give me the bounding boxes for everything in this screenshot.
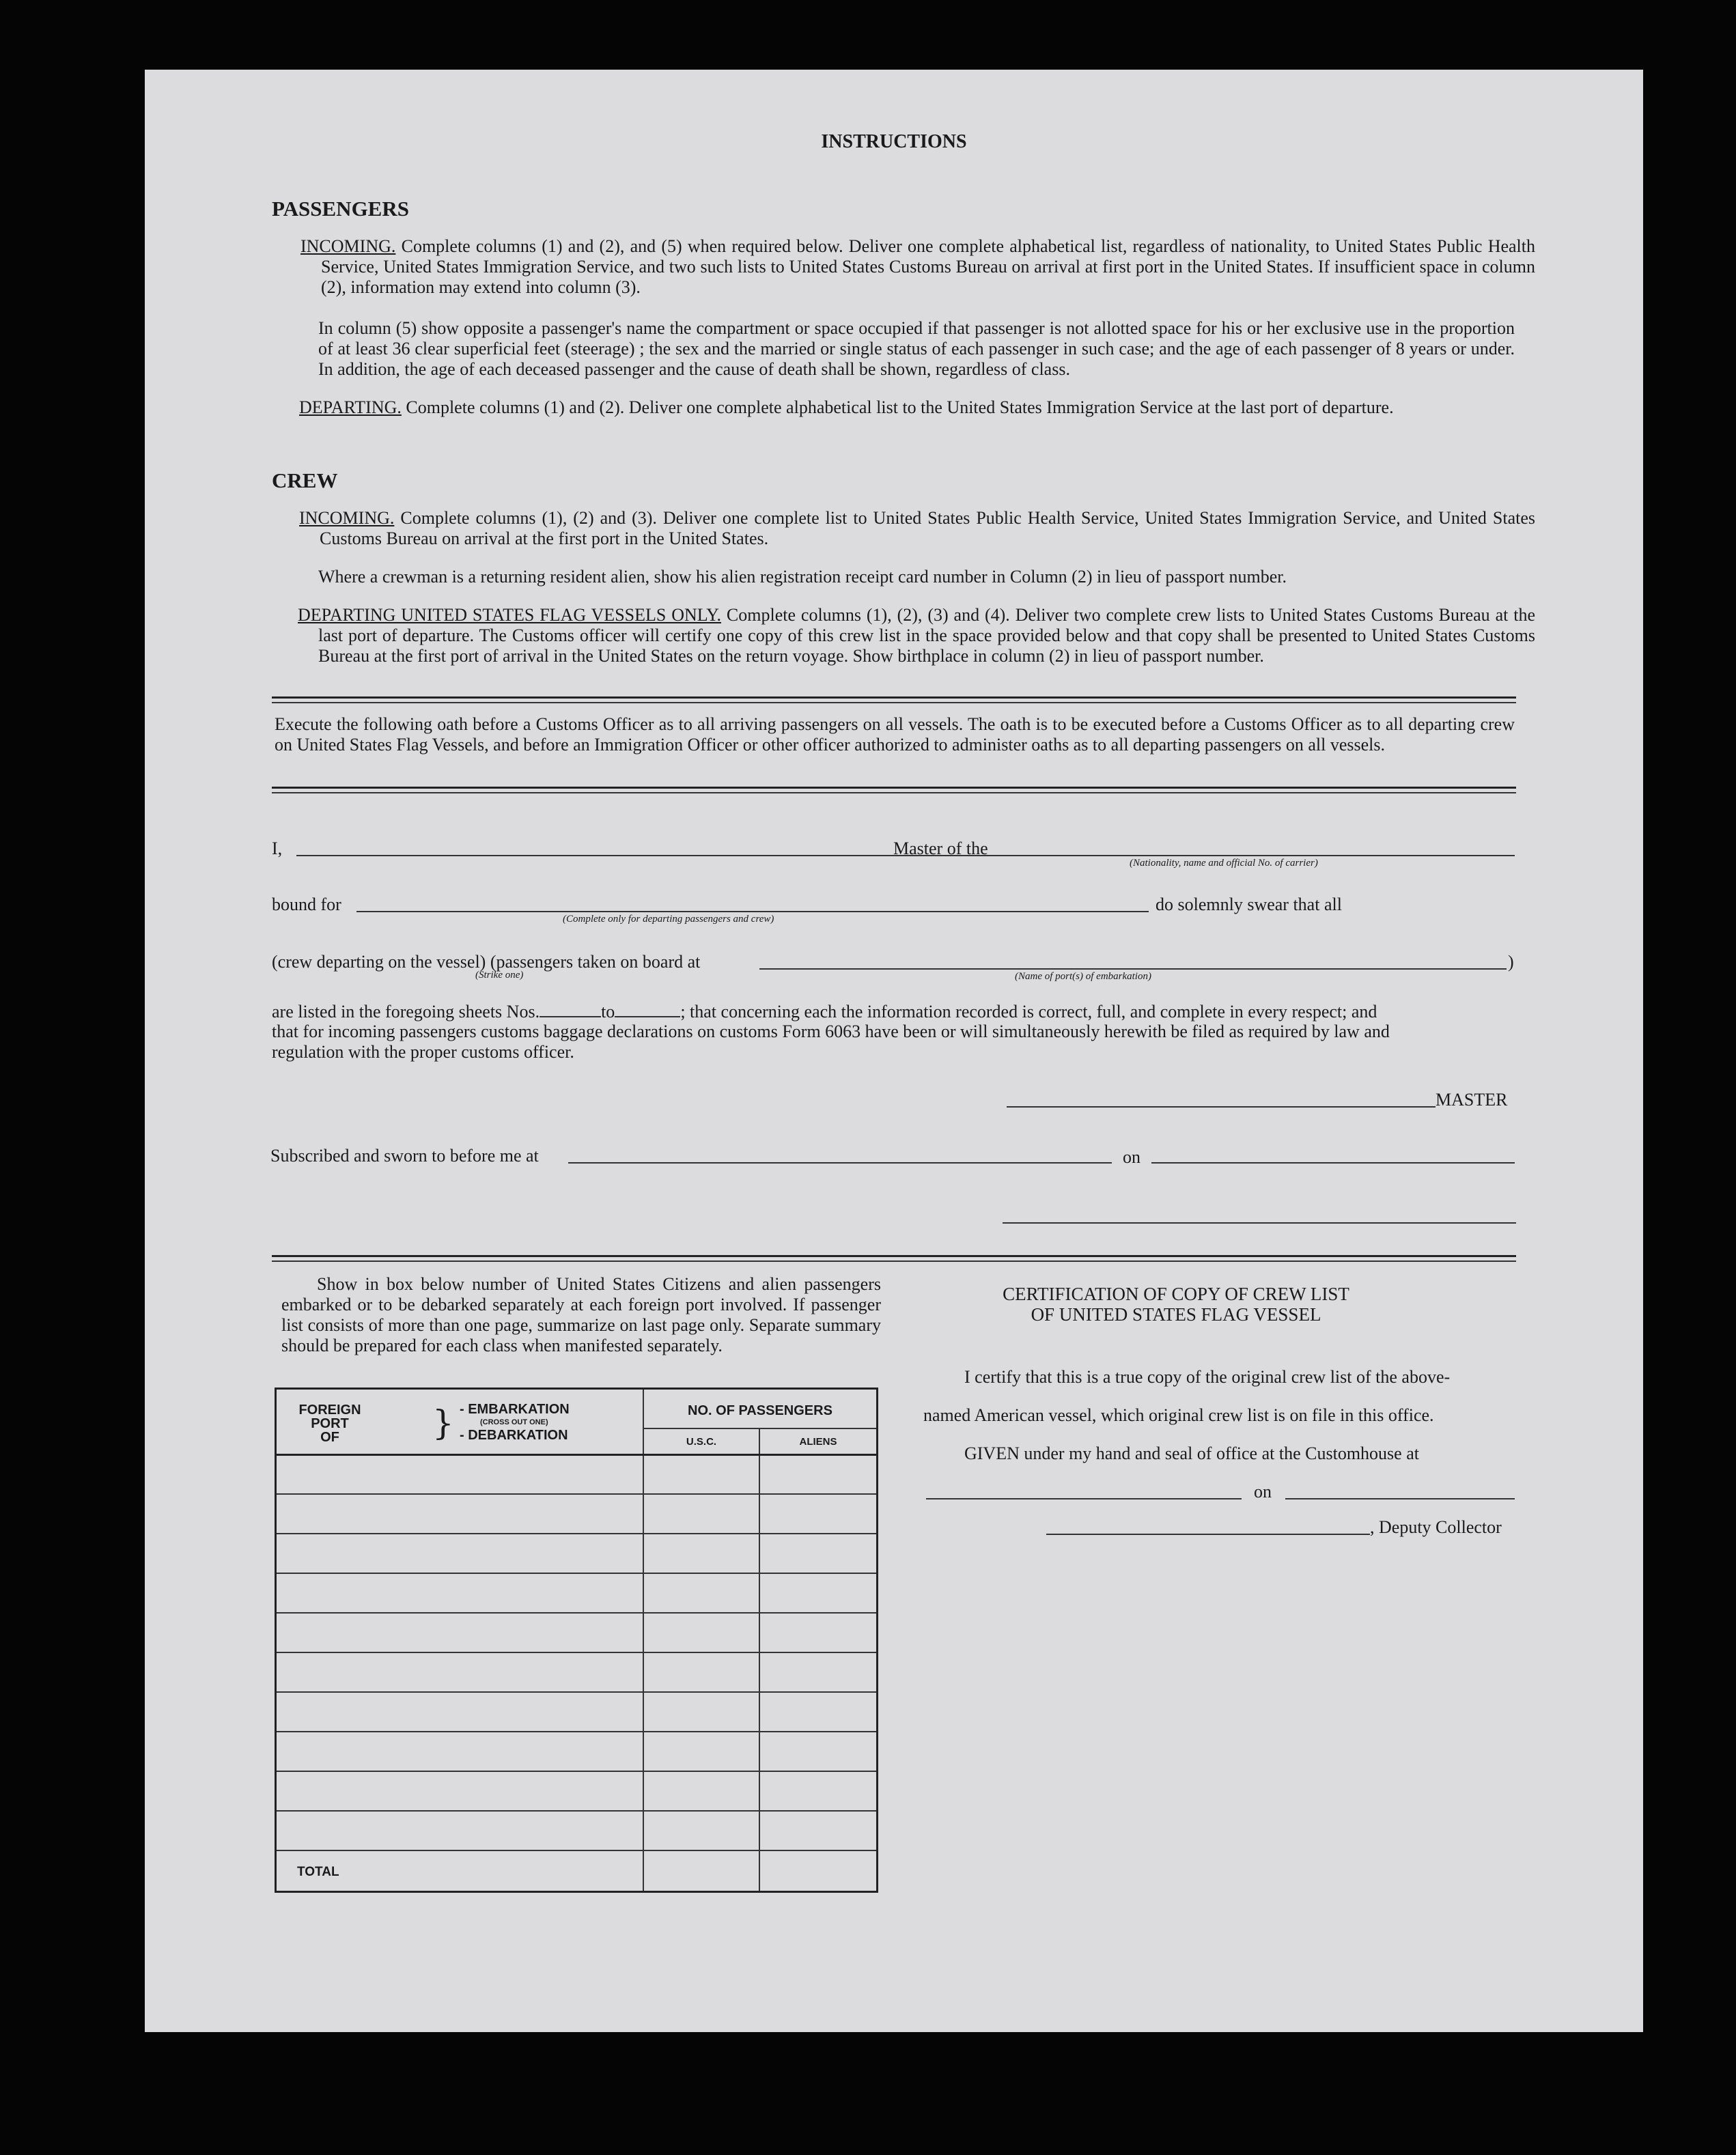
passengers-incoming-text: Complete columns (1) and (2), and (5) when required below. Deliver one complete alphabetical list, regardless of nationality, to United States Public Health Service, United States Immigration Service, and two such lists to United States Customs Bureau on arrival at first port in the United States. If insufficient space in column (2), information may extend into column (3).: [321, 236, 1535, 297]
certification-line-2: named American vessel, which original crew list is on file in this office.: [923, 1405, 1434, 1425]
sheets-from-blank[interactable]: [540, 1001, 601, 1017]
foreign-header-word: FOREIGN: [298, 1403, 361, 1418]
table-row-rule: [277, 1573, 876, 1574]
of-header-word: OF: [320, 1430, 339, 1445]
crew-resident-paragraph: Where a crewman is a returning resident alien, show his alien registration receipt card number in Column (2) in lieu of passport number.: [318, 567, 1287, 587]
header-brace: }: [432, 1403, 454, 1443]
master-signature-label: MASTER: [1436, 1090, 1508, 1110]
sheets-to-blank[interactable]: [615, 1001, 680, 1017]
sheets-line-2: that for incoming passengers customs baggage declarations on customs Form 6063 have been or will simultaneously herewith be filed as required by law and: [272, 1022, 1390, 1041]
passengers-departing-text: Complete columns (1) and (2). Deliver one complete alphabetical list to the United States Immigration Service at the last port of departure.: [406, 397, 1394, 417]
certification-line-1: I certify that this is a true copy of the original crew list of the above-: [964, 1367, 1451, 1387]
table-row-rule: [277, 1652, 876, 1653]
page-title: INSTRUCTIONS: [821, 131, 967, 152]
embarkation-header: - EMBARKATION: [460, 1402, 570, 1417]
sheets-rest-text: ; that concerning each the information recorded is correct, full, and complete in every respect; and: [680, 1002, 1377, 1022]
certification-title-line-1: CERTIFICATION OF COPY OF CREW LIST: [1003, 1284, 1349, 1304]
table-row-rule: [277, 1493, 876, 1495]
aliens-header: ALIENS: [799, 1436, 837, 1448]
sheets-line-1: [272, 1001, 1516, 1022]
certification-line-3: GIVEN under my hand and seal of office at the Customhouse at: [964, 1443, 1419, 1463]
table-header-subrule: [643, 1428, 876, 1429]
table-row-rule: [277, 1612, 876, 1614]
embarkation-ports-line[interactable]: [759, 968, 1507, 970]
certification-title-line-2: OF UNITED STATES FLAG VESSEL: [1031, 1304, 1321, 1325]
certification-on-label: on: [1254, 1482, 1272, 1502]
divider-rule: [272, 696, 1516, 699]
bound-for-caption: (Complete only for departing passengers and crew): [563, 914, 774, 925]
bound-for-line[interactable]: [356, 911, 1149, 912]
table-column-divider: [759, 1428, 760, 1891]
port-header-word: PORT: [311, 1416, 349, 1431]
oath-instructions: Execute the following oath before a Customs Officer as to all arriving passengers on all vessels. The oath is to be executed before a Customs Officer as to all departing crew on United States Flag Vessels, and before an Immigration Officer or other officer authorized to administer oaths as to all departing passengers on all vessels.: [275, 714, 1515, 755]
passengers-departing-paragraph: [299, 397, 1535, 418]
deputy-collector-label: , Deputy Collector: [1370, 1517, 1502, 1537]
debarkation-header: - DEBARKATION: [460, 1428, 568, 1443]
carrier-line[interactable]: [1004, 855, 1515, 856]
divider-rule: [272, 702, 1516, 703]
carrier-caption: (Nationality, name and official No. of carrier): [1130, 858, 1318, 869]
table-row-rule: [277, 1731, 876, 1732]
passengers-incoming-paragraph: [300, 236, 1535, 298]
foreign-port-of-header: [289, 1403, 371, 1444]
passenger-summary-table: [275, 1388, 878, 1893]
total-row-label: TOTAL: [297, 1865, 339, 1879]
crew-incoming-label: INCOMING.: [299, 508, 395, 528]
table-row-rule: [277, 1533, 876, 1534]
table-row-rule: [277, 1454, 876, 1456]
summary-instructions: Show in box below number of United States Citizens and alien passengers embarked or to be debarked separately at each foreign port involved. If passenger list consists of more than one page, summarize on last page only. Separate summary should be prepared for each class when manifested separately.: [281, 1274, 881, 1355]
master-of-the-label: Master of the: [893, 839, 988, 858]
subscribed-on-label: on: [1123, 1147, 1140, 1167]
usc-header: U.S.C.: [686, 1436, 717, 1448]
certification-place-line[interactable]: [926, 1498, 1242, 1499]
table-row-rule: [277, 1771, 876, 1772]
passengers-column5-paragraph: In column (5) show opposite a passenger's name the compartment or space occupied if that passenger is not allotted space for his or her exclusive use in the proportion of at least 36 clear superficial feet (steerage) ; the sex and the married or single status of each passenger in such case; and the age of each passenger of 8 years or under. In addition, the age of each deceased passenger and the cause of death shall be shown, regardless of class.: [318, 318, 1515, 379]
strike-one-caption: (Strike one): [475, 970, 524, 981]
embarkation-ports-caption: (Name of port(s) of embarkation): [1015, 971, 1151, 982]
table-column-divider: [643, 1390, 644, 1891]
table-row-rule: [277, 1810, 876, 1812]
master-signature-line[interactable]: [1007, 1106, 1436, 1108]
divider-rule: [272, 792, 1516, 793]
divider-rule: [272, 1255, 1516, 1257]
crew-passengers-label: (crew departing on the vessel) (passengers taken on board at: [272, 952, 701, 972]
divider-rule: [272, 1260, 1516, 1262]
crew-departing-paragraph: [298, 605, 1535, 666]
table-row-rule: [277, 1850, 876, 1851]
passengers-departing-label: DEPARTING.: [299, 397, 402, 417]
sheets-start-text: are listed in the foregoing sheets Nos.: [272, 1002, 540, 1022]
crew-departing-label: DEPARTING UNITED STATES FLAG VESSELS ONLY.: [298, 605, 721, 625]
passengers-heading: PASSENGERS: [272, 197, 409, 221]
officer-signature-line[interactable]: [1003, 1222, 1516, 1224]
subscribed-place-line[interactable]: [568, 1162, 1112, 1164]
sheets-line-3: regulation with the proper customs officer.: [272, 1042, 574, 1062]
passengers-incoming-label: INCOMING.: [300, 236, 396, 256]
certification-date-line[interactable]: [1285, 1498, 1515, 1499]
oath-i-label: I,: [272, 839, 283, 858]
bound-for-label: bound for: [272, 895, 341, 914]
deputy-signature-line[interactable]: [1046, 1534, 1370, 1535]
subscribed-date-line[interactable]: [1151, 1162, 1515, 1164]
solemnly-swear-label: do solemnly swear that all: [1156, 895, 1342, 914]
cross-out-one-note: (CROSS OUT ONE): [480, 1418, 548, 1426]
close-paren: ): [1508, 952, 1514, 972]
form-sheet: [145, 70, 1643, 2032]
certification-title: [1005, 1284, 1347, 1325]
crew-heading: CREW: [272, 468, 338, 492]
divider-rule: [272, 787, 1516, 789]
no-of-passengers-header: NO. OF PASSENGERS: [688, 1403, 832, 1418]
crew-incoming-paragraph: [299, 508, 1535, 549]
crew-departing-text: Complete columns (1), (2), (3) and (4). Deliver two complete crew lists to United States Customs Bureau at the last port of departure. The Customs officer will certify one copy of this crew list in the space provided below and that copy shall be presented to United States Customs Bureau at the first port of arrival in the United States on the return voyage. Show birthplace in column (2) in lieu of passport number.: [318, 605, 1536, 666]
sheets-to-text: to: [601, 1002, 615, 1022]
crew-incoming-text: Complete columns (1), (2) and (3). Deliver one complete list to United States Public Health Service, United States Immigration Service, and United States Customs Bureau on arrival at the first port in the United States.: [320, 508, 1536, 548]
table-row-rule: [277, 1691, 876, 1693]
subscribed-label: Subscribed and sworn to before me at: [270, 1146, 539, 1166]
